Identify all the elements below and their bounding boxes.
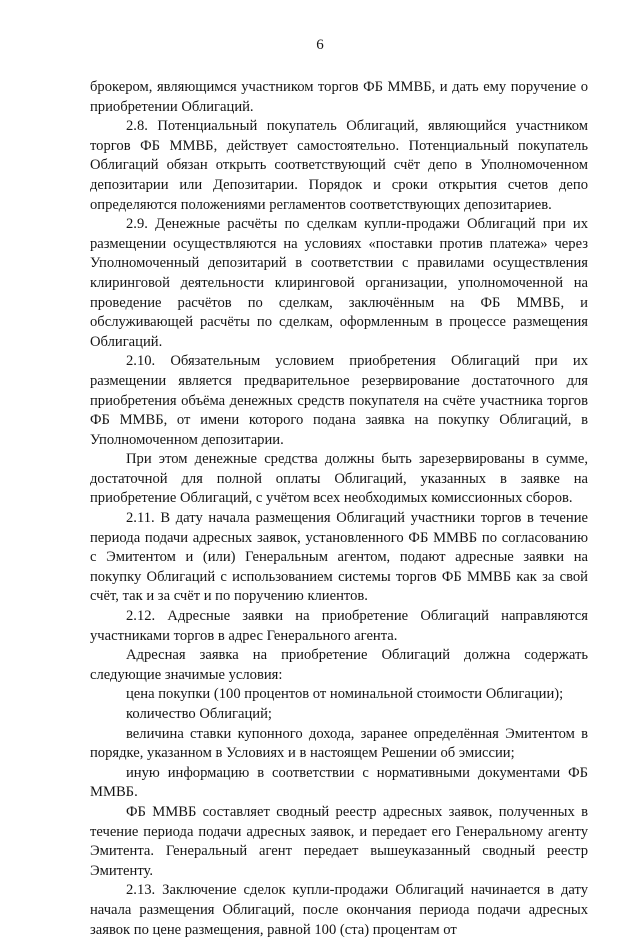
- paragraph-2-8: 2.8. Потенциальный покупатель Облигаций, являющийся участником торгов ФБ ММВБ, действует самостоятельно. Потенциальный покупатель Облигаций обязан открыть соответствующий счёт депо в Уполномоченном депозитарии или Депозитарии. Порядок и сроки открытия счетов депо определяются положениями регламентов соответствующих депозитариев.: [90, 118, 588, 213]
- paragraph-2-11: 2.11. В дату начала размещения Облигаций участники торгов в течение периода подачи адресных заявок, установленного ФБ ММВБ по согласованию с Эмитентом и (или) Генеральным агентом, подают адресные заявки на покупку Облигаций с использованием системы торгов ФБ ММВБ как за свой счёт, так и за счёт и по поручению клиентов.: [90, 510, 588, 605]
- paragraph-consolidated-register: ФБ ММВБ составляет сводный реестр адресных заявок, полученных в течение периода подачи адресных заявок, и передает его Генеральному агенту Эмитента. Генеральный агент передает вышеуказанный сводный реестр Эмитенту.: [90, 803, 588, 879]
- paragraph-continuation: брокером, являющимся участником торгов ФБ ММВБ, и дать ему поручение о приобретении Облигаций.: [90, 79, 588, 115]
- document-body: [90, 78, 588, 940]
- paragraph-2-9: 2.9. Денежные расчёты по сделкам купли-продажи Облигаций при их размещении осуществляются на условиях «поставки против платежа» через Уполномоченный депозитарий в соответствии с правилами осуществления клиринговой деятельности клиринговой организации, уполномоченной на проведение расчётов по сделкам, заключённым на ФБ ММВБ, и обслуживающей расчёты по сделкам, оформленным в процессе размещения Облигаций.: [90, 216, 588, 350]
- paragraph-2-10: 2.10. Обязательным условием приобретения Облигаций при их размещении является предварительное резервирование достаточного для приобретения объёма денежных средств покупателя на счёте участника торгов ФБ ММВБ, от имени которого подана заявка на покупку Облигаций, в Уполномоченном депозитарии.: [90, 353, 588, 448]
- condition-other-info: иную информацию в соответствии с нормативными документами ФБ ММВБ.: [90, 764, 588, 801]
- paragraph-order-conditions: Адресная заявка на приобретение Облигаций должна содержать следующие значимые условия:: [90, 647, 588, 683]
- paragraph-2-12: 2.12. Адресные заявки на приобретение Облигаций направляются участниками торгов в адрес Генерального агента.: [90, 608, 588, 644]
- page-number: 6: [316, 37, 324, 53]
- condition-price: цена покупки (100 процентов от номинальной стоимости Облигации);: [126, 686, 564, 703]
- paragraph-2-13: 2.13. Заключение сделок купли-продажи Облигаций начинается в дату начала размещения Облигаций, после окончания периода подачи адресных заявок по цене размещения, равной 100 (ста) процентам от: [90, 882, 588, 938]
- paragraph-reservation: При этом денежные средства должны быть зарезервированы в сумме, достаточной для полной оплаты Облигаций, указанных в заявке на приобретение Облигаций, с учётом всех необходимых комиссионных сборов.: [90, 451, 588, 507]
- condition-quantity: количество Облигаций;: [126, 706, 272, 722]
- condition-coupon-rate: величина ставки купонного дохода, заранее определённая Эмитентом в порядке, указанном в Условиях и в настоящем Решении об эмиссии;: [90, 725, 588, 762]
